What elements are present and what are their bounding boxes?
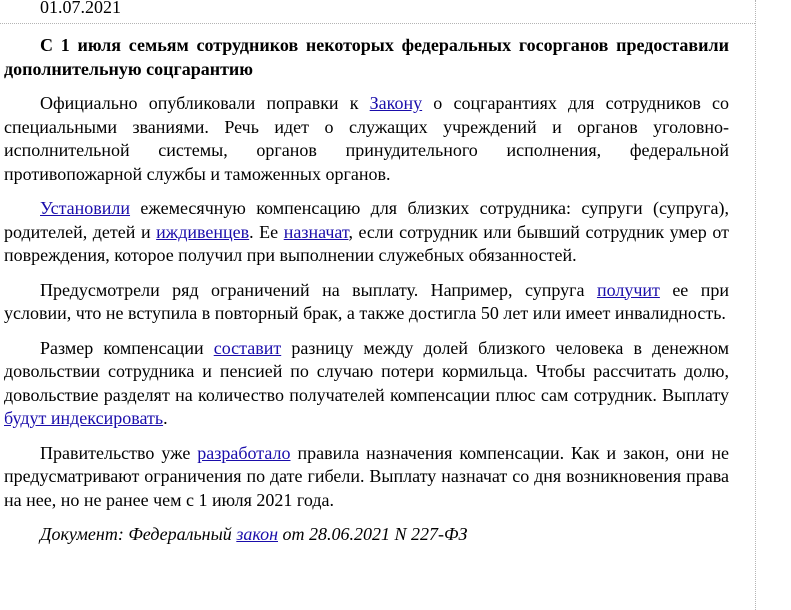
document-text: от 28.06.2021 N 227-ФЗ (278, 524, 468, 544)
law-link[interactable]: Закону (369, 93, 423, 113)
developed-link[interactable]: разработало (197, 442, 291, 463)
dependents-link[interactable]: иждивенцев (156, 221, 250, 242)
news-date: 01.07.2021 (40, 0, 121, 17)
receive-link[interactable]: получит (596, 279, 660, 300)
paragraph-text: Предусмотрели ряд ограничений на выплату. Например, супруга (40, 279, 597, 300)
indexation-link[interactable]: будут индексировать (4, 408, 164, 428)
paragraph-4 (4, 337, 729, 431)
news-article (4, 34, 729, 547)
document-reference (4, 523, 729, 547)
paragraph-text: , если сотрудник или бывший сотрудник умер от повреждения, которое получил при выполнении служебных обязанностей. (4, 221, 729, 265)
paragraph-text: о соцгарантиях для сотрудников со специальными званиями. Речь идет о служащих учреждений и органов уголовно-исполнительной системы, органов принудительного исполнения, федеральной противопожарной службы и таможенных органов. (4, 93, 729, 184)
paragraph-text: Размер компенсации (40, 337, 214, 358)
paragraph-text: разницу между долей близкого человека в денежном довольствии сотрудника и пенсией по случаю потери кормильца. Чтобы рассчитать долю, довольствие разделят на количество получателей компенсации плюс сам сотрудник. Выплату (4, 337, 729, 405)
paragraph-1 (4, 92, 729, 186)
assign-link[interactable]: назначат (283, 221, 349, 242)
paragraph-5 (4, 442, 729, 513)
paragraph-text: Правительство уже (40, 442, 198, 463)
paragraph-text: . (163, 408, 168, 428)
paragraph-text: правила назначения компенсации. Как и закон, они не предусматривают ограничения по дате гибели. Выплату назначат со дня возникновения права на нее, но не ранее чем с 1 июля 2021 года. (4, 442, 729, 510)
document-text: Документ: Федеральный (40, 524, 237, 544)
news-title: С 1 июля семьям сотрудников некоторых федеральных госорганов предоставили дополнительную соцгарантию (4, 35, 729, 79)
paragraph-text: Официально опубликовали поправки к (40, 93, 370, 113)
paragraph-3 (4, 279, 729, 326)
paragraph-text: . Ее (249, 221, 284, 242)
page-divider-horizontal (0, 23, 755, 24)
established-link[interactable]: Установили (40, 198, 131, 218)
paragraph-text: ее при условии, что не вступила в повторный брак, а также достигла 50 лет или имеет инвалидность. (4, 279, 729, 323)
paragraph-text: ежемесячную компенсацию для близких сотрудника: супруги (супруга), родителей, детей и (4, 198, 729, 242)
federal-law-link[interactable]: закон (236, 524, 278, 544)
paragraph-2 (4, 197, 729, 268)
page-divider-vertical (755, 0, 756, 610)
amount-link[interactable]: составит (213, 337, 282, 358)
